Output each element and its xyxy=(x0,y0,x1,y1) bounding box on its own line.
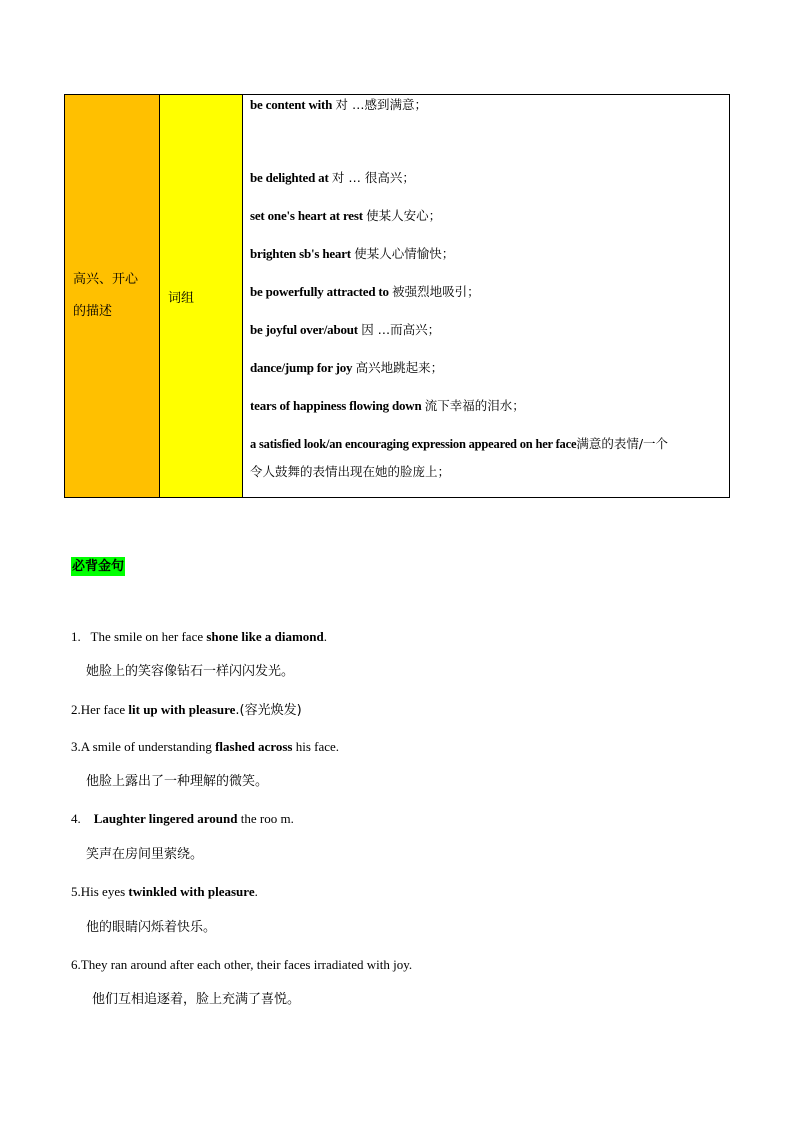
sentence-3-translation: 他脸上露出了一种理解的微笑。 xyxy=(86,774,269,789)
sentence-4: 4. Laughter lingered around the roo m. xyxy=(71,811,294,826)
sentence-6-translation: 他们互相追逐着，脸上充满了喜悦。 xyxy=(92,992,301,1007)
category-cell xyxy=(65,95,160,498)
category-label-line1: 高兴、开心 xyxy=(73,272,139,287)
sentence-5-translation: 他的眼睛闪烁着快乐。 xyxy=(86,920,217,935)
phrase-item: set one's heart at rest 使某人安心； xyxy=(250,208,442,223)
type-cell xyxy=(160,95,243,498)
sentence-6: 6.They ran around after each other, their faces irradiated with joy. xyxy=(71,957,413,972)
phrase-item: a satisfied look/an encouraging expression appeared on her face满意的表情/一个 xyxy=(250,436,669,451)
phrase-item: dance/jump for joy 高兴地跳起来； xyxy=(250,360,444,375)
sentence-5: 5.His eyes twinkled with pleasure. xyxy=(71,884,258,899)
sentence-3: 3.A smile of understanding flashed across his face. xyxy=(71,739,340,754)
section-heading: 必背金句 xyxy=(72,559,125,574)
type-label: 词组 xyxy=(168,290,195,306)
sentence-4-translation: 笑声在房间里萦绕。 xyxy=(86,847,204,862)
phrases-cell xyxy=(243,95,730,498)
phrase-item: brighten sb's heart 使某人心情愉快； xyxy=(250,246,455,261)
vocab-table xyxy=(64,94,730,498)
category-label-line2: 的描述 xyxy=(73,304,113,319)
sentence-1-translation: 她脸上的笑容像钻石一样闪闪发光。 xyxy=(86,664,295,679)
phrase-item: be powerfully attracted to 被强烈地吸引； xyxy=(250,284,480,299)
sentence-1: 1. The smile on her face shone like a diamond. xyxy=(71,629,328,644)
phrase-item: tears of happiness flowing down 流下幸福的泪水； xyxy=(250,398,525,413)
phrase-item-continued: 令人鼓舞的表情出现在她的脸庞上； xyxy=(250,464,451,479)
table-row xyxy=(65,95,730,498)
phrase-item: be joyful over/about 因 …而高兴； xyxy=(250,322,441,337)
phrase-item: be delighted at 对 … 很高兴； xyxy=(250,170,415,185)
phrase-item: be content with 对 …感到满意； xyxy=(250,97,427,112)
sentence-2: 2.Her face lit up with pleasure.(容光焕发) xyxy=(71,702,302,718)
